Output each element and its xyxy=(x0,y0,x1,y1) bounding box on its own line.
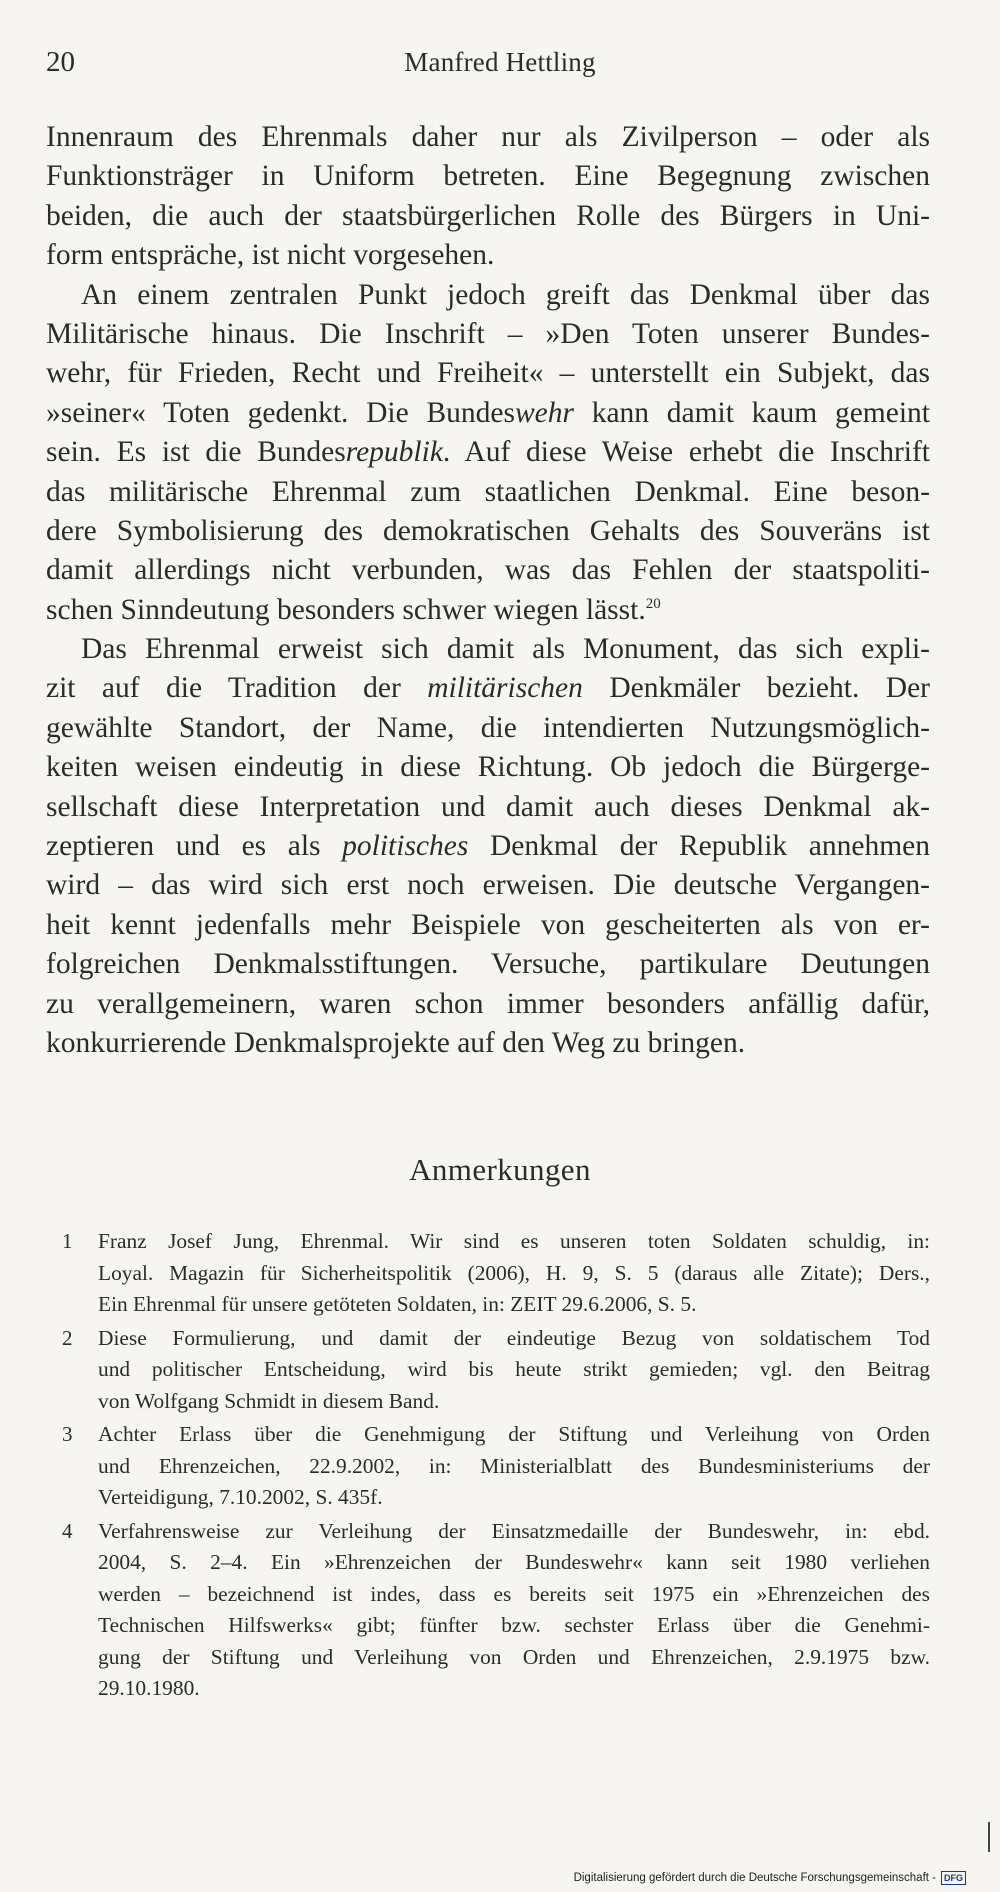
note-line: 29.10.1980. xyxy=(98,1676,200,1700)
body-text-segment: zit auf die Tradition der xyxy=(46,672,428,705)
note-number: 1 xyxy=(62,1229,73,1253)
note-line: Verfahrensweise zur Verleihung der Einsatzmedaille der Bundeswehr, in: ebd. xyxy=(98,1518,930,1543)
body-line: Das Ehrenmal erweist sich damit als Monument, das sich expli- xyxy=(81,633,930,666)
body-text-segment: »seiner« Toten gedenkt. Die Bundes xyxy=(46,396,515,429)
body-line xyxy=(46,591,930,630)
note-number: 3 xyxy=(62,1422,73,1446)
dfg-logo-icon: DFG xyxy=(941,1871,966,1885)
body-line: Innenraum des Ehrenmals daher nur als Zivilperson – oder als xyxy=(46,121,930,153)
body-line: gewählte Standort, der Name, die intendierten Nutzungsmöglich- xyxy=(46,711,930,744)
notes-list xyxy=(54,1226,930,1707)
body-line: Militärische hinaus. Die Inschrift – »Den Toten unserer Bundes- xyxy=(46,317,930,350)
body-line: form entspräche, ist nicht vorgesehen. xyxy=(46,239,495,272)
body-line: An einem zentralen Punkt jedoch greift das Denkmal über das xyxy=(81,278,930,311)
body-line xyxy=(46,394,930,433)
body-line xyxy=(46,669,930,708)
page-number: 20 xyxy=(46,46,75,78)
body-line: das militärische Ehrenmal zum staatlichen Denkmal. Eine beson- xyxy=(46,475,930,508)
body-line: wehr, für Frieden, Recht und Freiheit« – unterstellt ein Subjekt, das xyxy=(46,357,930,390)
body-text-emphasis: republik xyxy=(345,436,443,469)
note-line: gung der Stiftung und Verleihung von Orden und Ehrenzeichen, 2.9.1975 bzw. xyxy=(98,1644,930,1669)
body-text-segment: Denkmal der Republik annehmen xyxy=(468,830,930,863)
body-line: beiden, die auch der staatsbürgerlichen Rolle des Bürgers in Uni- xyxy=(46,199,930,232)
body-line: wird – das wird sich erst noch erweisen. Die deutsche Vergangen- xyxy=(46,869,930,902)
note-line: Verteidigung, 7.10.2002, S. 435f. xyxy=(98,1485,383,1509)
running-head: Manfred Hettling xyxy=(404,47,596,77)
body-text-emphasis: wehr xyxy=(514,396,574,429)
body-text-segment: Denkmäler bezieht. Der xyxy=(582,672,930,705)
body-line xyxy=(46,827,930,866)
body-text-segment: zeptieren und es als xyxy=(46,830,343,863)
body-text-segment: kann damit kaum gemeint xyxy=(573,396,930,429)
body-line: Funktionsträger in Uniform betreten. Eine Begegnung zwischen xyxy=(46,160,930,193)
body-line xyxy=(46,433,930,472)
body-line: folgreichen Denkmalsstiftungen. Versuche, partikulare Deutungen xyxy=(46,948,930,981)
note-number: 2 xyxy=(62,1325,73,1350)
digitization-credit xyxy=(574,1870,966,1886)
footnote-reference: 20 xyxy=(645,595,661,612)
note-line: werden – bezeichnend ist indes, dass es bereits seit 1975 ein »Ehrenzeichen des xyxy=(98,1581,930,1606)
note-item xyxy=(54,1323,930,1418)
note-line: von Wolfgang Schmidt in diesem Band. xyxy=(98,1388,440,1413)
body-text xyxy=(46,118,930,1063)
note-item xyxy=(54,1516,930,1705)
body-line: keiten weisen eindeutig in diese Richtung. Ob jedoch die Bürgerge- xyxy=(46,751,930,784)
note-item xyxy=(54,1226,930,1321)
note-line: Achter Erlass über die Genehmigung der Stiftung und Verleihung von Orden xyxy=(98,1422,930,1446)
note-item xyxy=(54,1419,930,1514)
note-line: und politischer Entscheidung, wird bis heute strikt gemieden; vgl. den Beitrag xyxy=(98,1357,930,1381)
body-line: konkurrierende Denkmalsprojekte auf den Weg zu bringen. xyxy=(46,1026,746,1059)
note-line: Ein Ehrenmal für unsere getöteten Soldaten, in: ZEIT 29.6.2006, S. 5. xyxy=(98,1292,697,1316)
digitization-credit-text: Digitalisierung gefördert durch die Deutsche Forschungsgemeinschaft - xyxy=(573,1872,936,1884)
note-number: 4 xyxy=(62,1518,73,1543)
note-line: Franz Josef Jung, Ehrenmal. Wir sind es unseren toten Soldaten schuldig, in: xyxy=(98,1229,930,1253)
body-text-emphasis: militärischen xyxy=(427,672,583,705)
body-text-segment: . Auf diese Weise erhebt die Inschrift xyxy=(442,436,930,469)
body-text-emphasis: politisches xyxy=(342,830,469,863)
note-line: 2004, S. 2–4. Ein »Ehrenzeichen der Bundeswehr« kann seit 1980 verliehen xyxy=(98,1550,930,1574)
body-line: damit allerdings nicht verbunden, was das Fehlen der staatspoliti- xyxy=(46,554,930,587)
notes-heading: Anmerkungen xyxy=(409,1152,591,1187)
body-line: zu verallgemeinern, waren schon immer besonders anfällig dafür, xyxy=(46,987,930,1020)
body-line: heit kennt jedenfalls mehr Beispiele von gescheiterten als von er- xyxy=(46,908,930,941)
note-line: Diese Formulierung, und damit der eindeutige Bezug von soldatischem Tod xyxy=(98,1325,930,1350)
note-line: Loyal. Magazin für Sicherheitspolitik (2006), H. 9, S. 5 (daraus alle Zitate); Ders., xyxy=(98,1260,930,1285)
body-text-segment: sein. Es ist die Bundes xyxy=(46,436,346,469)
body-line: dere Symbolisierung des demokratischen Gehalts des Souveräns ist xyxy=(46,514,930,547)
page-edge-mark xyxy=(988,1822,990,1852)
body-text-segment: schen Sinndeutung besonders schwer wiegen lässt. xyxy=(46,593,646,626)
body-line: sellschaft diese Interpretation und damit auch dieses Denkmal ak- xyxy=(46,790,930,823)
note-line: Technischen Hilfswerks« gibt; fünfter bzw. sechster Erlass über die Genehmi- xyxy=(98,1613,930,1637)
note-line: und Ehrenzeichen, 22.9.2002, in: Ministerialblatt des Bundesministeriums der xyxy=(98,1453,930,1478)
